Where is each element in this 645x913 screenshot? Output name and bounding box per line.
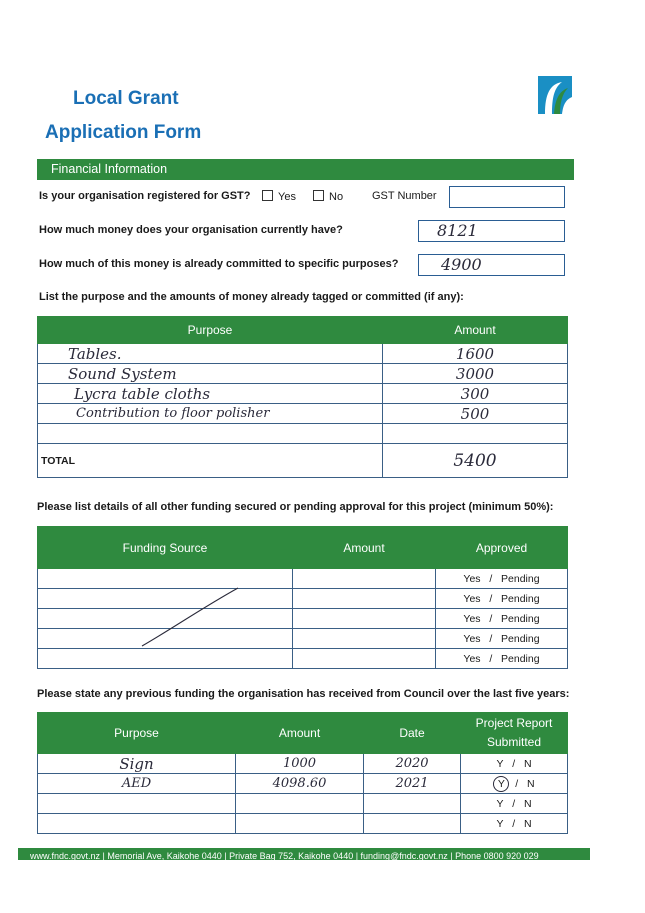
prev-date-cell[interactable] [364, 814, 461, 834]
funding-source-header: Funding Source [38, 527, 293, 569]
form-title-line2: Application Form [45, 122, 202, 143]
amount-cell[interactable] [383, 424, 568, 444]
yes-option[interactable]: Yes [463, 632, 481, 645]
funding-amount-cell[interactable] [293, 629, 436, 649]
y-option[interactable]: Y [496, 817, 504, 830]
pending-option[interactable]: Pending [501, 592, 540, 605]
approved-cell[interactable]: Yes / Pending [436, 629, 568, 649]
purpose-cell[interactable] [38, 424, 383, 444]
checkbox-icon[interactable] [262, 190, 273, 201]
prev-date-cell[interactable]: 2020 [364, 754, 461, 774]
prev-purpose-cell[interactable]: Sign [38, 754, 236, 774]
funding-source-cell[interactable] [38, 649, 293, 669]
purpose-table [37, 316, 568, 478]
purpose-header: Purpose [38, 317, 383, 344]
prev-purpose-header: Purpose [38, 713, 236, 754]
section-header-financial: Financial Information [37, 159, 574, 180]
gst-question: Is your organisation registered for GST? [39, 190, 251, 202]
money-have-field[interactable]: 8121 [418, 220, 565, 242]
funding-amount-cell[interactable] [293, 589, 436, 609]
gst-number-field[interactable] [449, 186, 565, 208]
footer-contact: www.fndc.govt.nz | Memorial Ave, Kaikohe 0440 | Private Bag 752, Kaikohe 0440 | funding@fndc.govt.nz | Phone 0800 920 029 [18, 848, 590, 860]
amount-cell[interactable]: 1600 [383, 344, 568, 364]
purpose-cell[interactable]: Lycra table cloths [38, 384, 383, 404]
funding-amount-cell[interactable] [293, 649, 436, 669]
amount-header: Amount [383, 317, 568, 344]
report-submitted-header: Project Report Submitted [461, 713, 568, 754]
total-value[interactable]: 5400 [383, 444, 568, 478]
approved-cell[interactable]: Yes / Pending [436, 569, 568, 589]
funding-question: Please list details of all other funding secured or pending approval for this project (minimum 50%): [37, 501, 554, 513]
yes-option[interactable]: Yes [463, 592, 481, 605]
n-option[interactable]: N [523, 757, 532, 770]
yes-option[interactable]: Yes [463, 572, 481, 585]
strike-through-mark [140, 586, 240, 648]
report-cell[interactable]: Y / N [461, 794, 568, 814]
purpose-cell[interactable]: Sound System [38, 364, 383, 384]
amount-cell[interactable]: 3000 [383, 364, 568, 384]
prev-amount-cell[interactable]: 1000 [236, 754, 364, 774]
yes-option[interactable]: Yes [463, 652, 481, 665]
pending-option[interactable]: Pending [501, 652, 540, 665]
approved-header: Approved [436, 527, 568, 569]
money-have-question: How much money does your organisation currently have? [39, 224, 343, 236]
funding-amount-cell[interactable] [293, 569, 436, 589]
money-committed-field[interactable]: 4900 [418, 254, 565, 276]
prev-amount-cell[interactable] [236, 814, 364, 834]
y-option[interactable]: Y [496, 797, 504, 810]
funding-amount-cell[interactable] [293, 609, 436, 629]
prev-purpose-cell[interactable] [38, 814, 236, 834]
report-cell[interactable]: Y / N [461, 814, 568, 834]
prev-date-cell[interactable] [364, 794, 461, 814]
previous-funding-table [37, 712, 568, 834]
pending-option[interactable]: Pending [501, 612, 540, 625]
amount-cell[interactable]: 300 [383, 384, 568, 404]
report-cell[interactable]: Y / N [461, 774, 568, 794]
prev-amount-cell[interactable]: 4098.60 [236, 774, 364, 794]
n-option[interactable]: N [523, 817, 532, 830]
funding-amount-header: Amount [293, 527, 436, 569]
gst-no-option[interactable]: No [313, 190, 343, 203]
previous-funding-question: Please state any previous funding the organisation has received from Council over the last five years: [37, 688, 570, 700]
approved-cell[interactable]: Yes / Pending [436, 649, 568, 669]
pending-option[interactable]: Pending [501, 572, 540, 585]
money-committed-question: How much of this money is already committed to specific purposes? [39, 258, 399, 270]
prev-purpose-cell[interactable]: AED [38, 774, 236, 794]
n-option[interactable]: N [526, 777, 535, 790]
purpose-cell[interactable]: Contribution to floor polisher [38, 404, 383, 424]
checkbox-icon[interactable] [313, 190, 324, 201]
fndc-logo-icon [538, 76, 572, 114]
approved-cell[interactable]: Yes / Pending [436, 589, 568, 609]
list-purpose-question: List the purpose and the amounts of money already tagged or committed (if any): [39, 291, 464, 303]
y-option-circled[interactable]: Y [493, 776, 509, 792]
purpose-cell[interactable]: Tables. [38, 344, 383, 364]
prev-purpose-cell[interactable] [38, 794, 236, 814]
form-title-line1: Local Grant [73, 88, 179, 109]
prev-date-cell[interactable]: 2021 [364, 774, 461, 794]
amount-cell[interactable]: 500 [383, 404, 568, 424]
yes-option[interactable]: Yes [463, 612, 481, 625]
report-cell[interactable]: Y / N [461, 754, 568, 774]
approved-cell[interactable]: Yes / Pending [436, 609, 568, 629]
pending-option[interactable]: Pending [501, 632, 540, 645]
gst-number-label: GST Number [372, 190, 437, 202]
total-label: TOTAL [38, 444, 383, 478]
funding-table [37, 526, 568, 669]
prev-amount-header: Amount [236, 713, 364, 754]
prev-amount-cell[interactable] [236, 794, 364, 814]
prev-date-header: Date [364, 713, 461, 754]
gst-yes-option[interactable]: Yes [262, 190, 296, 203]
n-option[interactable]: N [523, 797, 532, 810]
y-option[interactable]: Y [496, 757, 504, 770]
